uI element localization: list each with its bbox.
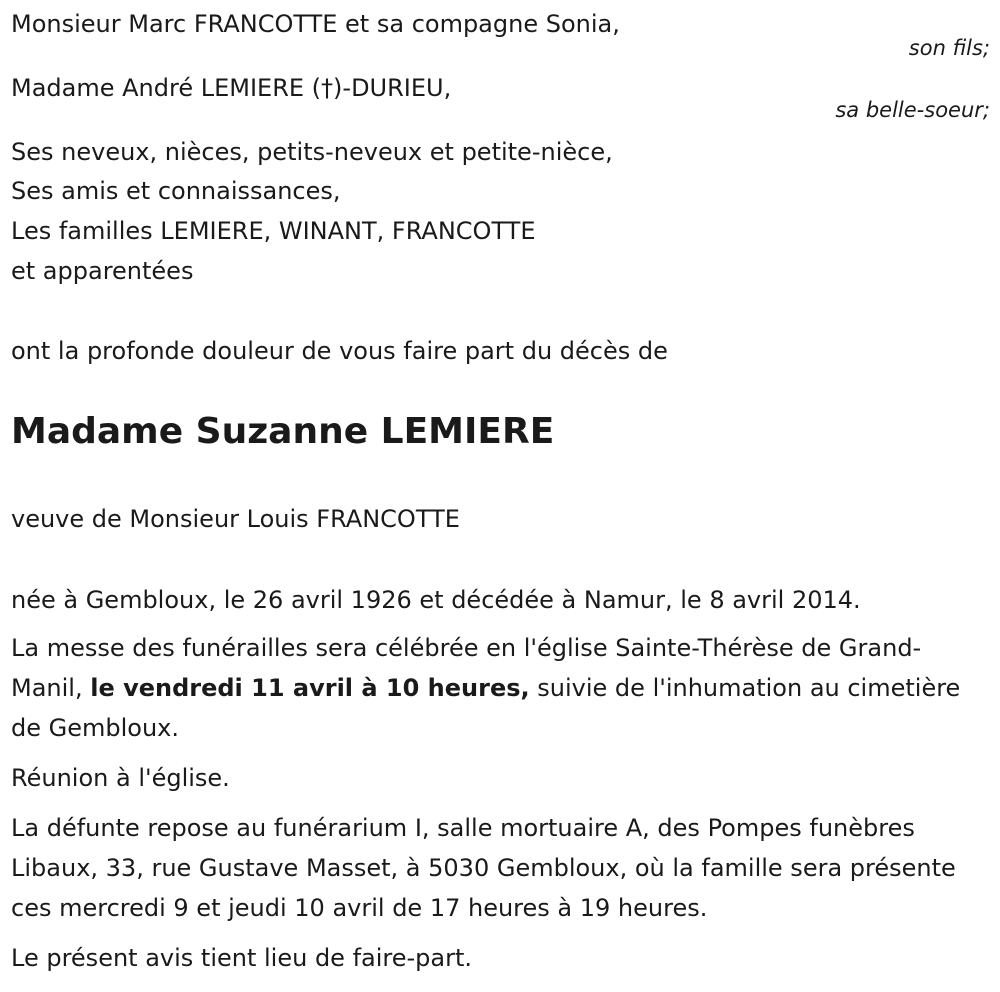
relation-sister-in-law: sa belle-soeur; bbox=[835, 98, 990, 122]
deceased-name: Madame Suzanne LEMIERE bbox=[11, 411, 555, 452]
funeral-date: le vendredi 11 avril à 10 heures, bbox=[90, 674, 530, 702]
closing-text: Le présent avis tient lieu de faire-part. bbox=[11, 944, 473, 972]
announcement-text: ont la profonde douleur de vous faire part du décès de bbox=[11, 337, 668, 365]
family-line-friends: Ses amis et connaissances, bbox=[11, 177, 341, 205]
repose-paragraph: La défunte repose au funérarium I, salle mortuaire A, des Pompes funèbres Libaux, 33, rue Gustave Masset, à 5030 Gembloux, où la famille sera présente ces mercredi 9 et jeudi 10 avril de 17 heures à 19 heures. bbox=[11, 814, 956, 922]
family-line-son: Monsieur Marc FRANCOTTE et sa compagne Sonia, bbox=[11, 10, 620, 38]
funeral-text-after: suivie de l'inhumation au cimetière de Gembloux. bbox=[11, 674, 961, 742]
funeral-paragraph bbox=[11, 628, 991, 748]
funeral-text-before: La messe des funérailles sera célébrée en l'église Sainte-Thérèse de Grand-Manil, bbox=[11, 634, 922, 702]
birth-death: née à Gembloux, le 26 avril 1926 et décédée à Namur, le 8 avril 2014. bbox=[11, 586, 861, 614]
widow-of: veuve de Monsieur Louis FRANCOTTE bbox=[11, 505, 460, 533]
family-line-sister-in-law: Madame André LEMIERE (†)-DURIEU, bbox=[11, 74, 452, 102]
reunion-text: Réunion à l'église. bbox=[11, 764, 230, 792]
family-line-families: Les familles LEMIERE, WINANT, FRANCOTTE bbox=[11, 217, 536, 245]
relation-son: son fils; bbox=[908, 36, 990, 60]
family-line-related: et apparentées bbox=[11, 257, 194, 285]
family-line-nephews: Ses neveux, nièces, petits-neveux et petite-nièce, bbox=[11, 138, 613, 166]
